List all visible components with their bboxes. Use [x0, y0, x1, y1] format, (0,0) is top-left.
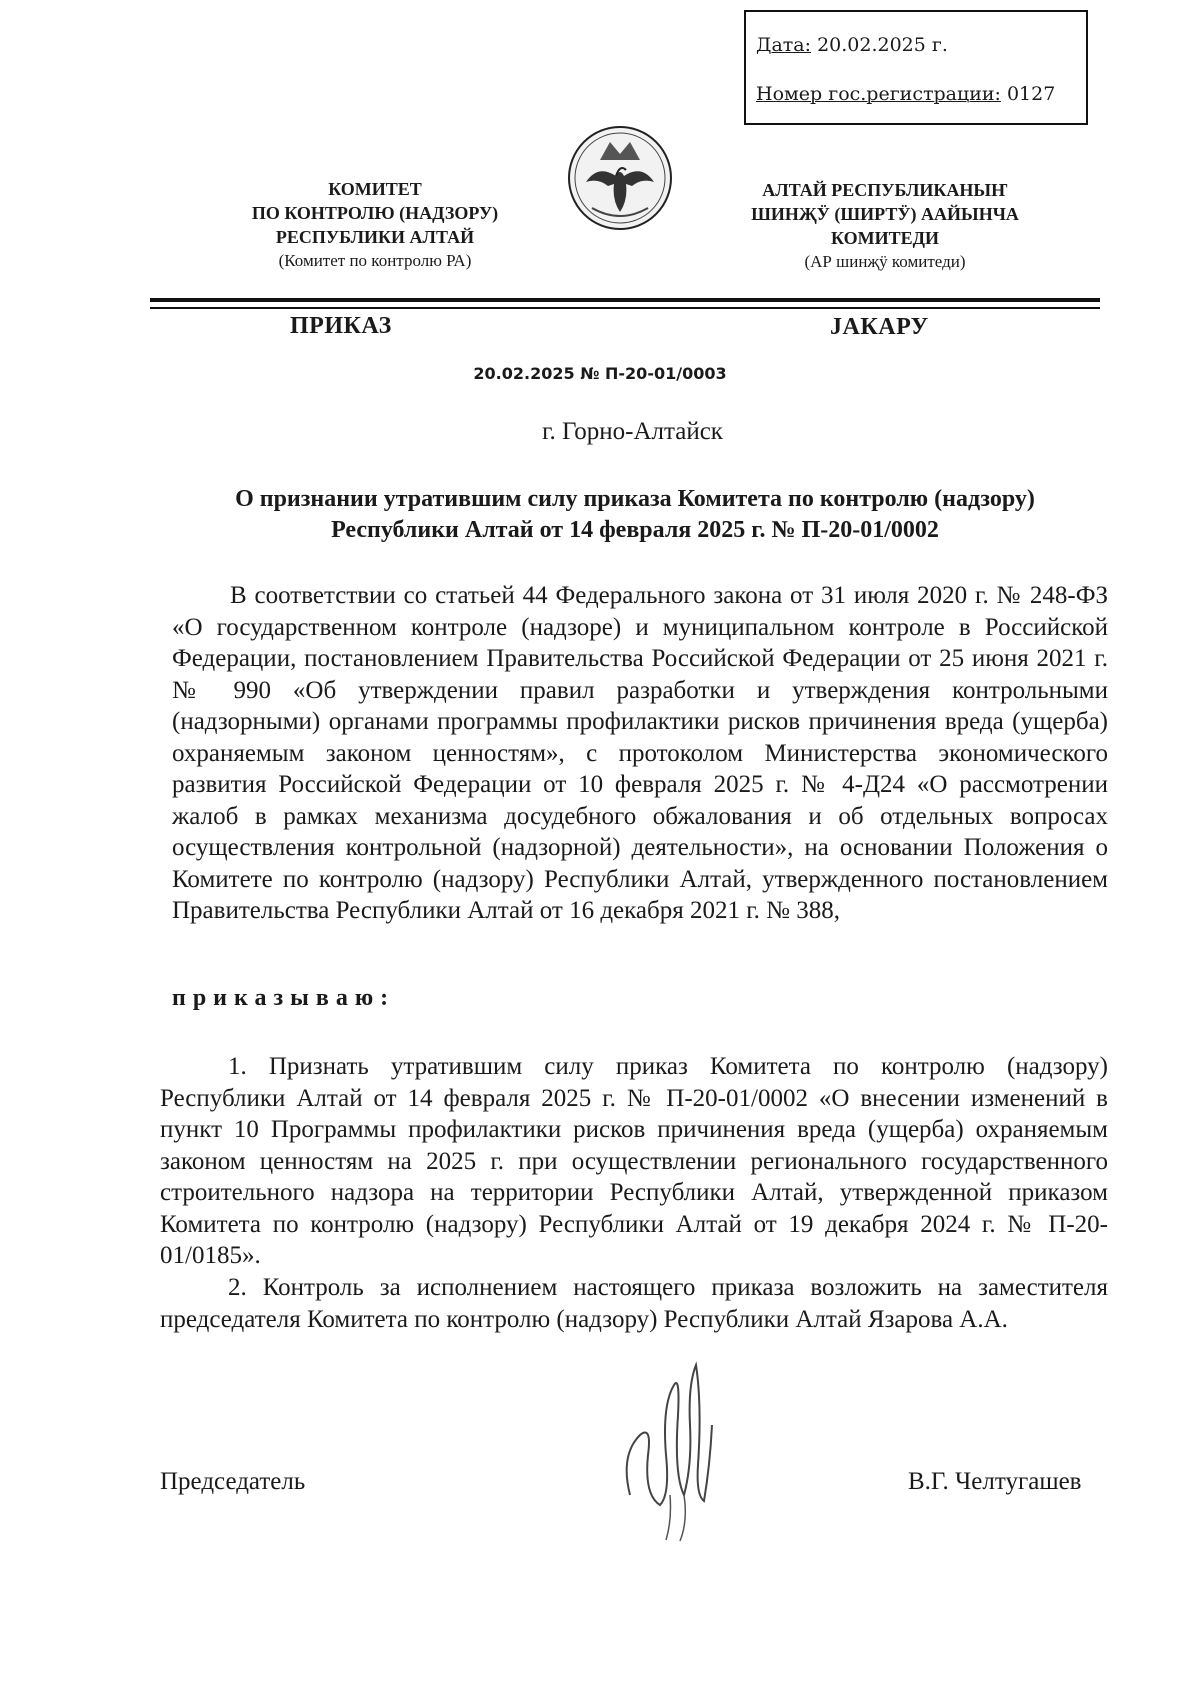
- order-item: 2. Контроль за исполнением настоящего приказа возложить на заместителя председателя Комитета по контролю (надзору) Республики Алтай Язарова А.А.: [160, 1274, 1108, 1333]
- decree-word: приказываю:: [172, 985, 396, 1011]
- preamble-paragraph: В соответствии со статьей 44 Федерального закона от 31 июля 2020 г. № 248-ФЗ «О государственном контроле (надзоре) и муниципальном контроле в Российской Федерации, постановлением Правительства Российской Федерации от 25 июня 2021 г. № 990 «Об утверждении правил разработки и утверждения контрольными (надзорными) органами программы профилактики рисков причинения вреда (ущерба) охраняемым законом ценностям», с протоколом Министерства экономического развития Российской Федерации от 10 февраля 2025 г. № 4-Д24 «О рассмотрении жалоб в рамках механизма досудебного обжалования и об отдельных вопросах осуществления контрольной (надзорной) деятельности», на основании Положения о Комитете по контролю (надзору) Республики Алтай, утвержденного постановлением Правительства Республики Алтай от 16 декабря 2021 г. № 388,: [172, 582, 1108, 924]
- order-subject: О признании утратившим силу приказа Комитета по контролю (надзору) Республики Алтай от 14 февраля 2025 г. № П-20-01/0002: [235, 486, 1035, 543]
- registration-date: Дата: 20.02.2025 г.: [756, 34, 948, 56]
- city: г. Горно-Алтайск: [542, 418, 723, 445]
- order-title-ru: ПРИКАЗ: [290, 313, 392, 339]
- order-item: 1. Признать утратившим силу приказ Комитета по контролю (надзору) Республики Алтай от 14 февраля 2025 г. № П-20-01/0002 «О внесении изменений в пункт 10 Программы профилактики рисков причинения вреда (ущерба) охраняемым законом ценностям на 2025 г. при осуществлении регионального государственного строительного надзора на территории Республики Алтай, утвержденной приказом Комитета по контролю (надзору) Республики Алтай от 19 декабря 2024 г. № П-20-01/0185».: [160, 1053, 1108, 1269]
- signatory-name: В.Г. Челтугашев: [908, 1468, 1082, 1495]
- header-rule-thick: [150, 298, 1100, 302]
- order-number: 20.02.2025 № П-20-01/0003: [473, 364, 727, 383]
- registration-number: Номер гос.регистрации: 0127: [756, 83, 1056, 105]
- registration-stamp: [744, 10, 1088, 125]
- header-rule-thin: [150, 307, 1100, 309]
- signatory-title: Председатель: [160, 1468, 306, 1495]
- handwritten-signature: [600, 1345, 740, 1545]
- order-title-altai: JАКАРУ: [830, 314, 929, 340]
- coat-of-arms-emblem: [566, 120, 674, 236]
- header-right: АЛТАЙ РЕСПУБЛИКАНЫҤ ШИНҖӰ (ШИРТӰ) ААЙЫНЧА КОМИТЕДИ (АР шинҗӱ комитеди): [751, 180, 1019, 271]
- header-left: КОМИТЕТ ПО КОНТРОЛЮ (НАДЗОРУ) РЕСПУБЛИКИ АЛТАЙ (Комитет по контролю РА): [251, 179, 499, 270]
